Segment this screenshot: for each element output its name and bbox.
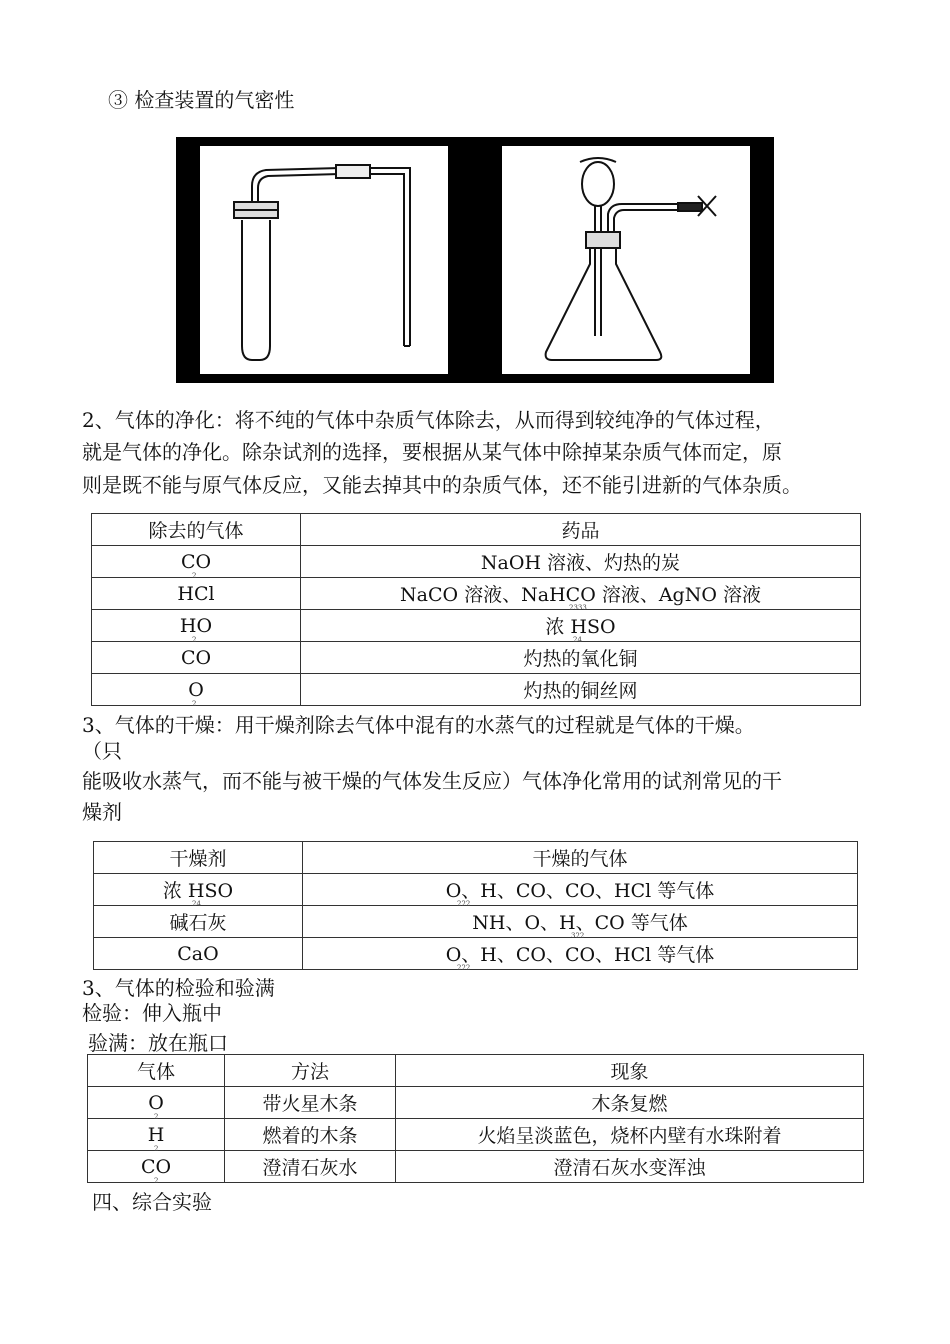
table-header-row [92, 514, 861, 546]
table-row [94, 906, 858, 938]
gases-cell: O、H、CO、CO、HCl 等气体 222 [303, 874, 858, 906]
method-cell: 澄清石灰水 [225, 1151, 396, 1183]
table-row [88, 1151, 864, 1183]
purify-line-1: 2、气体的净化：将不纯的气体中杂质气体除去，从而得到较纯净的气体过程， [82, 408, 775, 432]
col-header-result: 现象 [396, 1055, 864, 1087]
purify-line-3: 则是既不能与原气体反应，又能去掉其中的杂质气体，还不能引进新的气体杂质。 [82, 473, 802, 497]
col-header-gas: 气体 [88, 1055, 225, 1087]
gas-cell: HCl [92, 578, 301, 610]
gas-cell: CO [92, 642, 301, 674]
gas-cell: CO 2 [88, 1151, 225, 1183]
result-cell: 澄清石灰水变浑浊 [396, 1151, 864, 1183]
table-row [88, 1087, 864, 1119]
col-header-agent: 干燥剂 [94, 842, 303, 874]
test-table [87, 1054, 864, 1183]
table-row [92, 610, 861, 642]
flask-panel [502, 146, 750, 374]
test-check: 检验：伸入瓶中 [82, 1001, 222, 1025]
table-row [92, 546, 861, 578]
dry-line-4: 燥剂 [82, 800, 122, 824]
gases-cell: NH、O、H、CO 等气体 322 [303, 906, 858, 938]
conical-flask-diagram [502, 146, 750, 374]
method-cell: 带火星木条 [225, 1087, 396, 1119]
table-header-row [94, 842, 858, 874]
reagent-cell: NaOH 溶液、灼热的炭 [301, 546, 861, 578]
purify-line-2: 就是气体的净化。除杂试剂的选择，要根据从某气体中除掉某杂质气体而定，原 [82, 440, 782, 464]
table-row [92, 578, 861, 610]
table-row [94, 874, 858, 906]
dry-table [93, 841, 858, 970]
gas-cell: H 2 [88, 1119, 225, 1151]
gas-cell: O 2 [88, 1087, 225, 1119]
table-row [94, 938, 858, 970]
reagent-cell: 灼热的铜丝网 [301, 674, 861, 706]
reagent-cell: NaCO 溶液、NaHCO 溶液、AgNO 溶液 2333 [301, 578, 861, 610]
agent-cell: CaO [94, 938, 303, 970]
table-header-row [88, 1055, 864, 1087]
gas-cell: CO 2 [92, 546, 301, 578]
test-tube-diagram [200, 146, 448, 374]
reagent-cell: 浓 HSO 24 [301, 610, 861, 642]
col-header-gas: 除去的气体 [92, 514, 301, 546]
gases-cell: O、H、CO、CO、HCl 等气体 222 [303, 938, 858, 970]
test-tube-panel [200, 146, 448, 374]
result-cell: 火焰呈淡蓝色，烧杯内壁有水珠附着 [396, 1119, 864, 1151]
table-row [92, 674, 861, 706]
gas-cell: HO 2 [92, 610, 301, 642]
col-header-gases: 干燥的气体 [303, 842, 858, 874]
agent-cell: 浓 HSO 24 [94, 874, 303, 906]
gas-cell: O 2 [92, 674, 301, 706]
test-title: 3、气体的检验和验满 [82, 976, 275, 1000]
method-cell: 燃着的木条 [225, 1119, 396, 1151]
col-header-reagent: 药品 [301, 514, 861, 546]
dry-line-1: 3、气体的干燥：用干燥剂除去气体中混有的水蒸气的过程就是气体的干燥。 [82, 713, 755, 737]
test-full: 验满：放在瓶口 [88, 1031, 228, 1055]
agent-cell: 碱石灰 [94, 906, 303, 938]
section4-title: 四、综合实验 [92, 1190, 212, 1214]
table-row [92, 642, 861, 674]
reagent-cell: 灼热的氧化铜 [301, 642, 861, 674]
apparatus-figure [176, 137, 774, 383]
dry-line-2: （只 [82, 739, 122, 763]
result-cell: 木条复燃 [396, 1087, 864, 1119]
col-header-method: 方法 [225, 1055, 396, 1087]
table-row [88, 1119, 864, 1151]
dry-line-3: 能吸收水蒸气，而不能与被干燥的气体发生反应）气体净化常用的试剂常见的干 [82, 769, 782, 793]
step3-title: ③ 检查装置的气密性 [108, 88, 295, 112]
purify-table [91, 513, 861, 706]
